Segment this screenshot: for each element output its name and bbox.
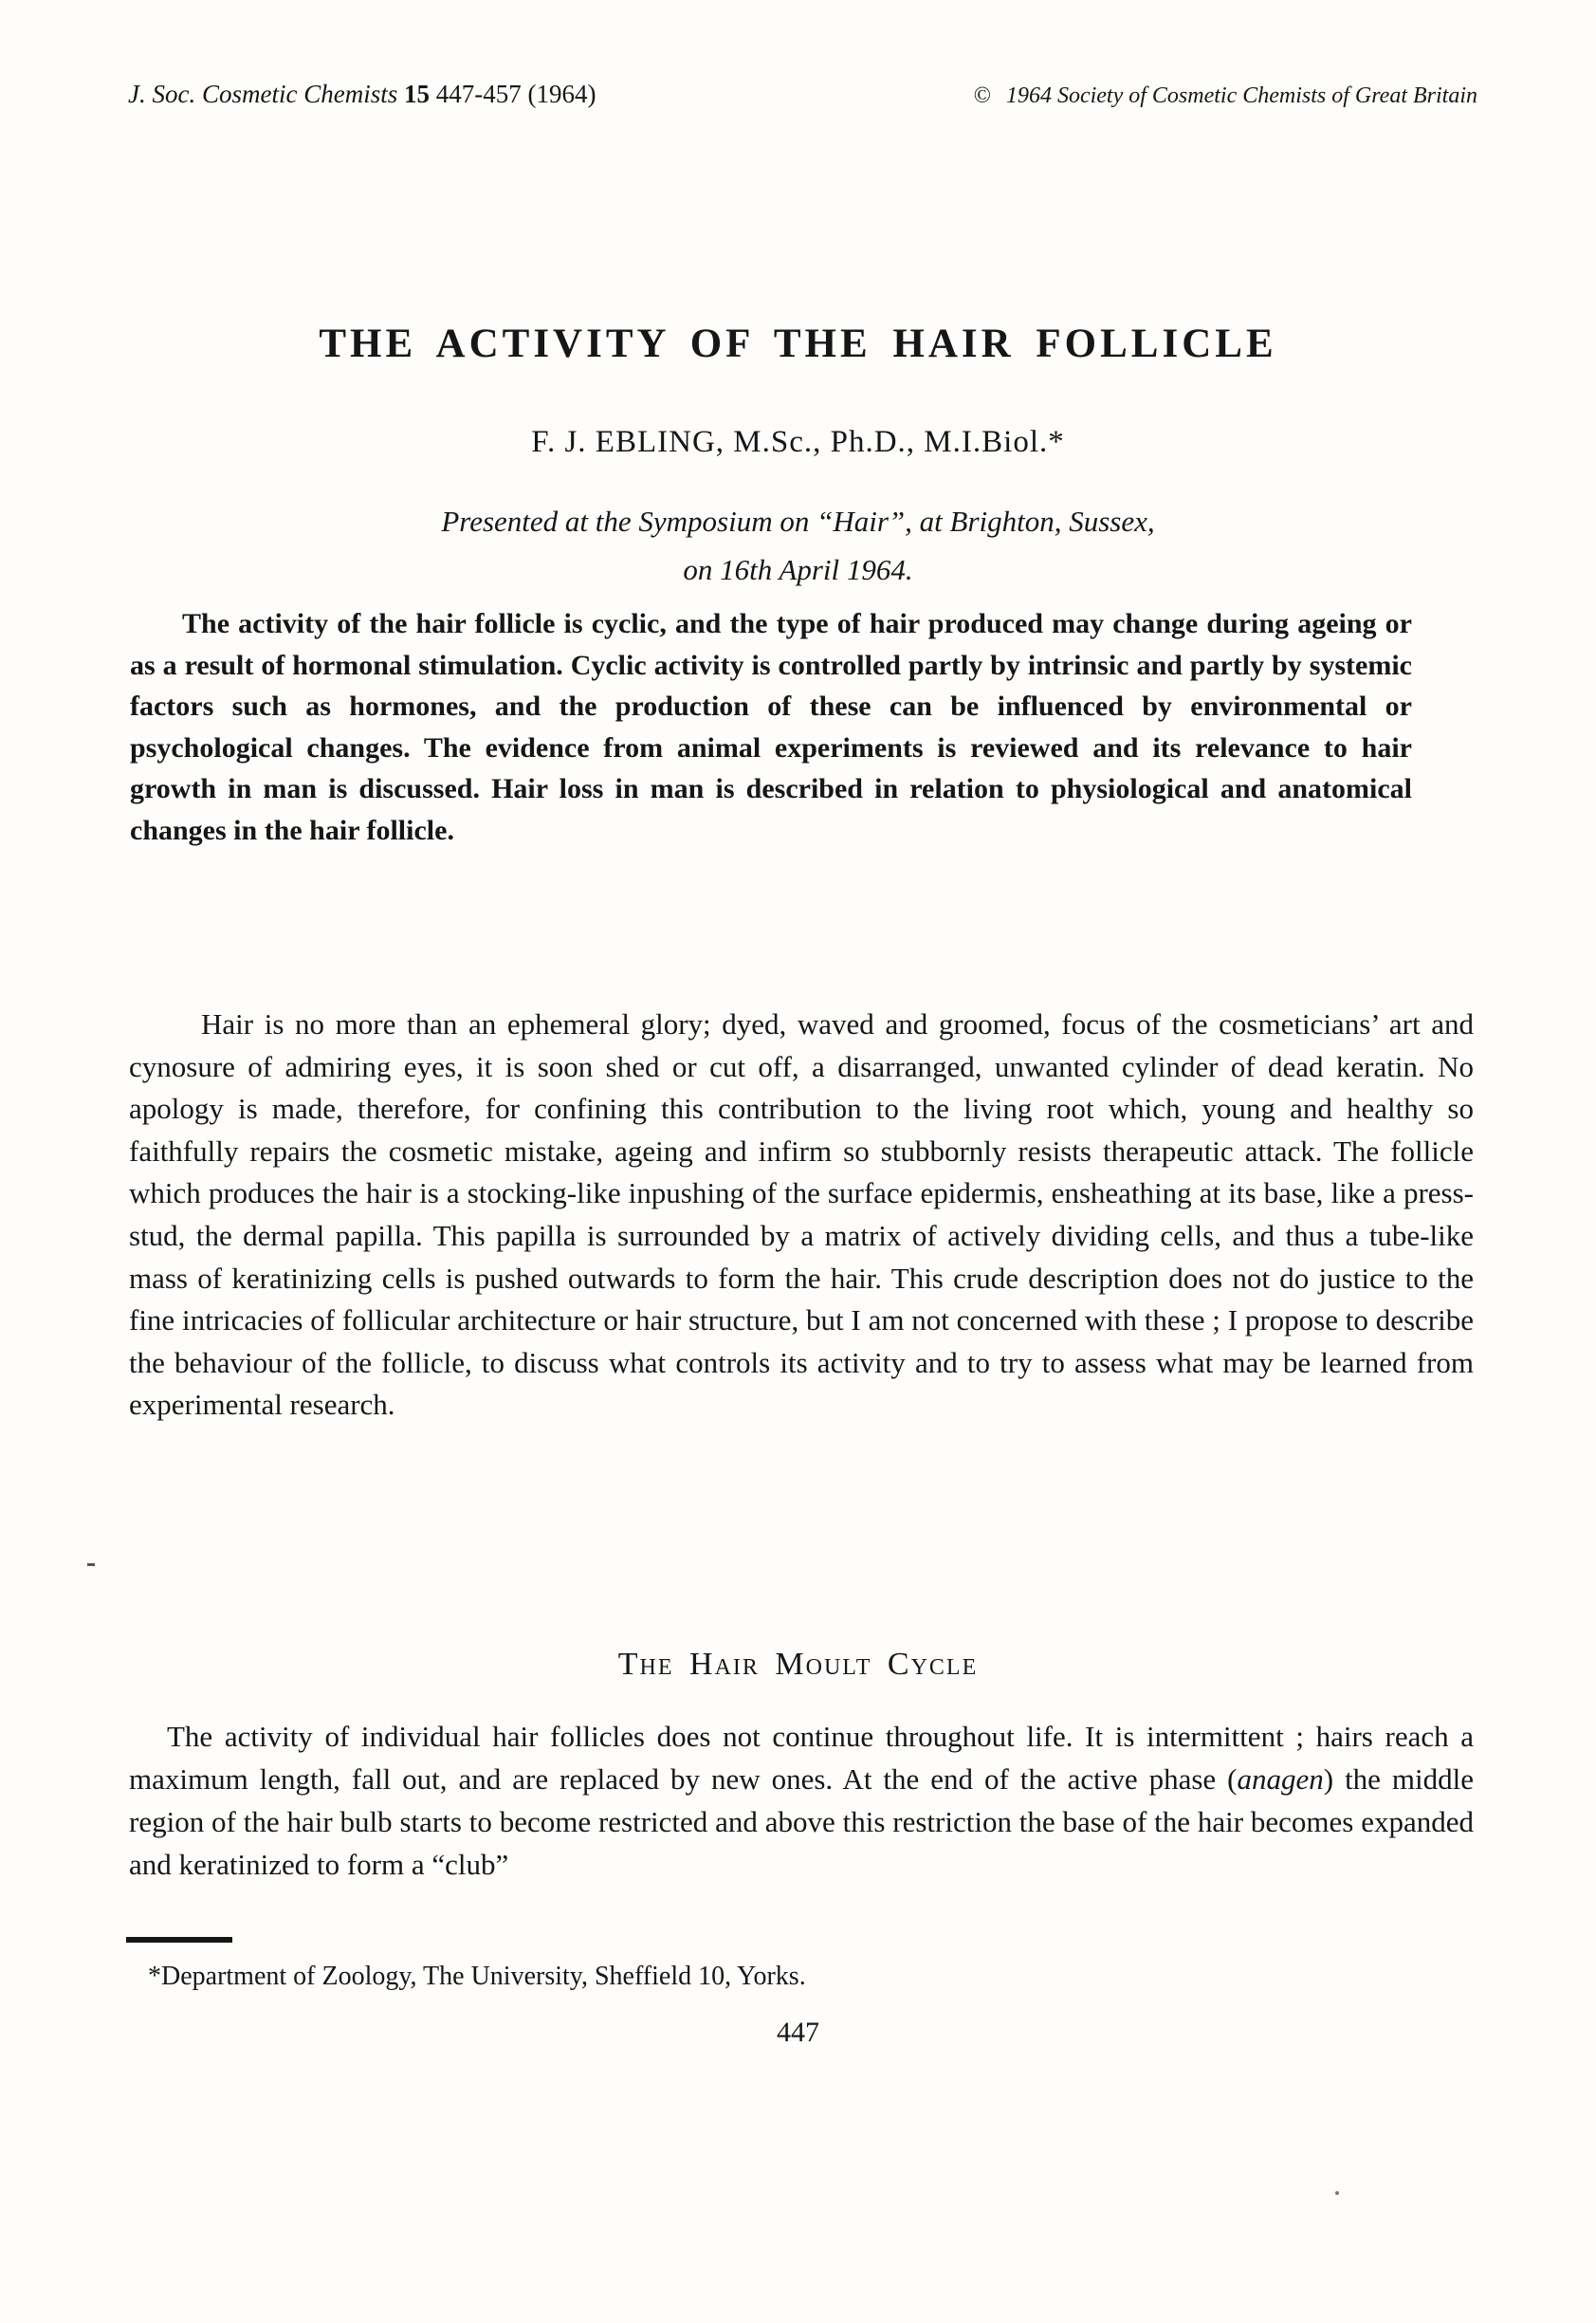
footnote-divider	[126, 1937, 232, 1943]
scan-artifact-dash	[87, 1563, 95, 1566]
page-number: 447	[777, 2017, 819, 2048]
abstract-paragraph: The activity of the hair follicle is cyclic, and the type of hair produced may change during ageing or as a result of hormonal stimulation. Cyclic activity is controlled partly by intrinsic and partly by systemic factors such as hormones, and the production of these can be influenced by environmental or psychological changes. The evidence from animal experiments is reviewed and its relevance to hair growth in man is discussed. Hair loss in man is described in relation to physiological and anatomical changes in the hair follicle.	[130, 608, 1412, 846]
presented-at	[0, 497, 1596, 594]
author-line: F. J. EBLING, M.Sc., Ph.D., M.I.Biol.*	[531, 425, 1065, 459]
footnote-affiliation: *Department of Zoology, The University, Sheffield 10, Yorks.	[148, 1962, 806, 1991]
page-header	[128, 80, 1477, 109]
presented-line-1: Presented at the Symposium on “Hair”, at Brighton, Sussex,	[441, 505, 1155, 538]
article-title: THE ACTIVITY OF THE HAIR FOLLICLE	[319, 322, 1277, 366]
scan-artifact-dot	[1335, 2191, 1339, 2195]
journal-pages: 447-457 (1964)	[435, 80, 596, 108]
copyright-icon: ©	[973, 83, 991, 108]
paragraph-2-italic-term: anagen	[1237, 1762, 1324, 1796]
journal-volume: 15	[403, 80, 430, 108]
section-heading-hair-moult-cycle: The Hair Moult Cycle	[617, 1647, 979, 1682]
body-paragraph-2	[129, 1715, 1474, 1886]
copyright-notice	[974, 83, 1477, 109]
presented-line-2: on 16th April 1964.	[683, 553, 913, 586]
paragraph-2-text: The activity of individual hair follicles does not continue throughout life. It is intermittent ; hairs reach a maximum length, fall out, and are replaced by new ones. At the end of the active phase (	[129, 1720, 1474, 1796]
copyright-text: 1964 Society of Cosmetic Chemists of Great Britain	[1005, 83, 1477, 108]
journal-reference	[128, 80, 596, 109]
journal-name: J. Soc. Cosmetic Chemists	[128, 80, 398, 108]
paragraph-2-text-after: ) the middle region of the hair bulb starts to become restricted and above this restriction the base of the hair becomes expanded and keratinized to form a “club”	[129, 1762, 1475, 1881]
body-paragraph-1: Hair is no more than an ephemeral glory; dyed, waved and groomed, focus of the cosmeticians’ art and cynosure of admiring eyes, it is soon shed or cut off, a disarranged, unwanted cylinder of dead keratin. No apology is made, therefore, for confining this contribution to the living root which, young and healthy so faithfully repairs the cosmetic mistake, ageing and infirm so stubbornly resists therapeutic attack. The follicle which produces the hair is a stocking-like inpushing of the surface epidermis, ensheathing at its base, like a press-stud, the dermal papilla. This papilla is surrounded by a matrix of actively dividing cells, and thus a tube-like mass of keratinizing cells is pushed outwards to form the hair. This crude description does not do justice to the fine intricacies of follicular architecture or hair structure, but I am not concerned with these ; I propose to describe the behaviour of the follicle, to discuss what controls its activity and to try to assess what may be learned from experimental research.	[129, 1007, 1474, 1422]
